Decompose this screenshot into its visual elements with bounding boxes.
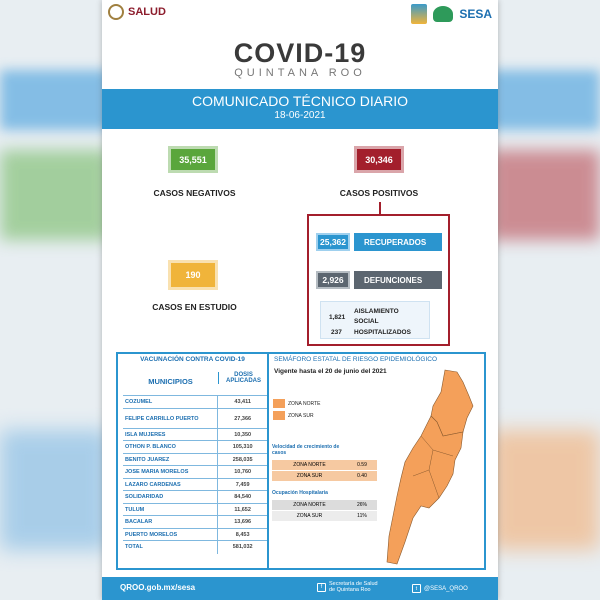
table-row (123, 503, 267, 517)
dosis-value: 11,652 (217, 504, 267, 517)
background-panel (490, 430, 600, 550)
sesa-logo-text: SESA (459, 7, 492, 21)
partner-logos (411, 4, 492, 24)
recuperados-value: 25,362 (316, 233, 350, 251)
dosis-value: 258,035 (217, 454, 267, 467)
background-panel (0, 70, 110, 130)
zona-value: 0.40 (357, 473, 367, 479)
recuperados-row (316, 233, 442, 251)
table-row (123, 478, 267, 492)
government-seal-icon (108, 4, 124, 20)
dosis-value: 105,310 (217, 441, 267, 454)
dosis-value: 84,540 (217, 491, 267, 504)
municipio-name: OTHON P. BLANCO (125, 444, 176, 451)
quintana-roo-map (383, 366, 483, 566)
aislamiento-hospitalizados-box (320, 301, 430, 339)
report-date: 18-06-2021 (274, 110, 326, 121)
dosis-value: 10,350 (217, 429, 267, 442)
background-panel (0, 150, 110, 240)
dosis-value: 7,459 (217, 479, 267, 492)
table-row (123, 408, 267, 429)
estudio-label: CASOS EN ESTUDIO (152, 302, 237, 312)
facebook-icon: f (317, 583, 326, 592)
col-municipios: MUNICIPIOS (148, 377, 193, 386)
table-row (123, 440, 267, 454)
table-row (123, 540, 267, 554)
dosis-value: 43,411 (217, 396, 267, 409)
municipio-name: TOTAL (125, 544, 143, 551)
positivos-label: CASOS POSITIVOS (339, 188, 419, 198)
table-row (123, 453, 267, 467)
zona-value: 11% (357, 513, 367, 519)
dosis-value: 13,696 (217, 516, 267, 529)
velocidad-row-norte (272, 460, 377, 470)
velocidad-title: Velocidad de crecimiento de casos (272, 444, 340, 456)
footer-facebook[interactable] (317, 581, 378, 593)
infographic-poster (102, 0, 498, 600)
vacunacion-table-header (123, 372, 267, 394)
recuperados-label: RECUPERADOS (354, 233, 442, 251)
table-row (123, 528, 267, 542)
estudio-value: 190 (185, 270, 201, 280)
zona-name: ZONA SUR (296, 513, 323, 519)
salud-logo-text: SALUD (128, 5, 166, 18)
ocupacion-title: Ocupación Hospitalaria (272, 490, 328, 496)
positivos-connector (379, 202, 381, 214)
footer-bar (102, 577, 498, 600)
legend-label: ZONA NORTE (288, 400, 321, 407)
page-title: COVID-19 (233, 38, 367, 68)
legend-swatch (273, 399, 285, 408)
municipio-name: COZUMEL (125, 399, 153, 406)
zona-name: ZONA SUR (296, 473, 323, 479)
report-title: COMUNICADO TÉCNICO DIARIO (192, 93, 408, 109)
defunciones-value: 2,926 (316, 271, 350, 289)
footer-url[interactable]: QROO.gob.mx/sesa (120, 583, 196, 592)
municipio-name: ISLA MUJERES (125, 431, 166, 438)
quintana-roo-logo-icon (411, 4, 427, 24)
dosis-value: 27,366 (217, 409, 267, 429)
section-divider (267, 354, 269, 568)
legend-item-norte (273, 399, 320, 408)
legend-swatch (273, 411, 285, 420)
zona-value: 26% (356, 502, 367, 508)
defunciones-row (316, 271, 442, 289)
semaforo-title: SEMÁFORO ESTATAL DE RIESGO EPIDEMIOLÓGICO (274, 356, 438, 363)
municipio-name: LAZARO CARDENAS (125, 481, 181, 488)
municipio-name: SOLIDARIDAD (125, 494, 164, 501)
municipio-name: FELIPE CARRILLO PUERTO (125, 415, 199, 422)
municipio-name: TULUM (125, 506, 145, 513)
map-zona-sur (387, 416, 463, 564)
col-dosis: DOSIS APLICADAS (218, 372, 268, 384)
velocidad-row-sur (272, 471, 377, 481)
government-logo-icon (433, 6, 453, 22)
hospitalizados-label: HOSPITALIZADOS (354, 329, 411, 336)
table-row (123, 395, 267, 409)
vacunacion-title: VACUNACIÓN CONTRA COVID-19 (140, 356, 245, 363)
aislamiento-label-2: SOCIAL (354, 318, 379, 325)
table-row (123, 515, 267, 529)
aislamiento-label-1: AISLAMIENTO (354, 308, 399, 315)
twitter-handle: @SESA_QROO (424, 585, 468, 592)
background-panel (0, 430, 110, 550)
salud-logo (108, 4, 166, 20)
table-row (123, 465, 267, 479)
table-row (123, 428, 267, 442)
table-row (123, 490, 267, 504)
defunciones-label: DEFUNCIONES (354, 271, 442, 289)
ocupacion-row-norte (272, 500, 377, 510)
page-subtitle: QUINTANA ROO (234, 67, 366, 79)
negativos-value-box (168, 146, 218, 173)
background-panel (490, 70, 600, 130)
footer-twitter[interactable] (412, 584, 468, 593)
ocupacion-row-sur (272, 511, 377, 521)
semaforo-vigente: Vigente hasta el 20 de junio del 2021 (274, 368, 387, 375)
positivos-value: 30,346 (365, 154, 393, 165)
zona-name: ZONA NORTE (293, 502, 326, 508)
background-panel (490, 150, 600, 240)
municipio-name: BACALAR (125, 519, 153, 526)
report-band (102, 89, 498, 129)
zona-value: 0.59 (357, 462, 367, 468)
lower-panel (116, 352, 486, 570)
hospitalizados-value: 237 (331, 329, 342, 336)
dosis-value: 10,760 (217, 466, 267, 479)
facebook-line-2: de Quintana Roo (329, 587, 371, 593)
negativos-label: CASOS NEGATIVOS (153, 188, 236, 198)
estudio-value-box (168, 260, 218, 290)
negativos-value: 35,551 (179, 154, 207, 165)
municipio-name: BENITO JUAREZ (125, 456, 170, 463)
facebook-line-1: Secretaría de Salud (329, 581, 378, 587)
dosis-value: 8,453 (217, 529, 267, 542)
legend-label: ZONA SUR (288, 412, 314, 419)
aislamiento-value: 1,821 (329, 314, 346, 321)
legend-item-sur (273, 411, 314, 420)
positivos-value-box (354, 146, 404, 173)
dosis-value: 581,032 (217, 541, 267, 554)
title-block (102, 38, 498, 79)
zona-name: ZONA NORTE (293, 462, 326, 468)
twitter-icon: t (412, 584, 421, 593)
municipio-name: JOSE MARIA MORELOS (125, 469, 189, 476)
municipio-name: PUERTO MORELOS (125, 531, 178, 538)
